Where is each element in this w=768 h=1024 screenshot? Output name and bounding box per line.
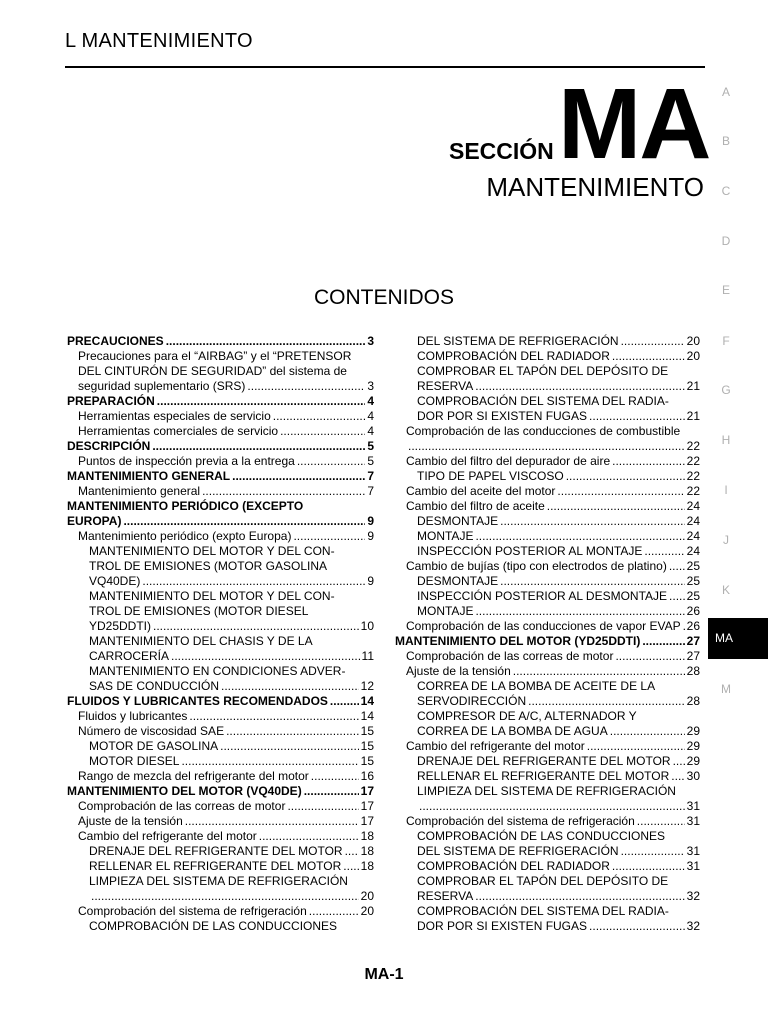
toc-entry-text: VQ40DE): [89, 574, 141, 588]
toc-leader-dots: [475, 604, 684, 619]
toc-leader-dots: [621, 844, 685, 859]
toc-page-number: 5: [367, 439, 374, 453]
toc-leader-dots: [157, 394, 366, 409]
toc-entry-text: PREPARACIÓN: [67, 394, 155, 408]
toc-leader-dots: [259, 829, 359, 844]
toc-leader-dots: [91, 889, 359, 904]
toc-leader-dots: [153, 619, 359, 634]
toc-entry-text: Mantenimiento periódico (expto Europa): [78, 529, 292, 543]
toc-left-column: [67, 334, 374, 934]
toc-entry-text: Herramientas comerciales de servicio: [78, 424, 279, 438]
page-number: MA-1: [364, 966, 404, 983]
toc-entry[interactable]: [395, 499, 700, 514]
toc-entry[interactable]: [395, 649, 700, 664]
toc-entry[interactable]: [67, 439, 374, 454]
toc-leader-dots: [566, 469, 685, 484]
toc-entry[interactable]: [67, 844, 374, 859]
toc-entry-text: MANTENIMIENTO DEL MOTOR Y DEL CON-: [89, 589, 335, 603]
toc-entry[interactable]: [67, 664, 374, 694]
toc-leader-dots: [669, 589, 685, 604]
toc-page-number: 32: [686, 919, 700, 933]
toc-entry-text: COMPROBAR EL TAPÓN DEL DEPÓSITO DE: [417, 874, 669, 888]
toc-leader-dots: [280, 424, 365, 439]
toc-entry[interactable]: [67, 634, 374, 664]
toc-page-number: 14: [360, 694, 374, 708]
side-index-tab[interactable]: M: [721, 682, 731, 696]
toc-page-number: 20: [686, 349, 700, 363]
toc-entry-text: COMPROBACIÓN DE LAS CONDUCCIONES: [89, 919, 338, 933]
toc-leader-dots: [408, 439, 685, 454]
toc-leader-dots: [587, 739, 685, 754]
toc-entry[interactable]: [67, 784, 374, 799]
toc-page-number: 22: [686, 454, 700, 468]
toc-leader-dots: [304, 784, 359, 799]
toc-leader-dots: [232, 469, 365, 484]
section-name: MANTENIMIENTO: [486, 172, 704, 202]
toc-entry-text: Comprobación de las conducciones de vapor EVAP: [406, 619, 681, 633]
toc-entry[interactable]: [395, 394, 700, 424]
toc-leader-dots: [226, 724, 359, 739]
toc-page-number: 20: [360, 889, 374, 903]
toc-entry-text: DESCRIPCIÓN: [67, 439, 151, 453]
toc-entry[interactable]: [67, 409, 374, 424]
toc-entry[interactable]: [395, 784, 700, 814]
toc-entry[interactable]: [395, 559, 700, 574]
toc-entry[interactable]: [395, 364, 700, 394]
toc-leader-dots: [330, 694, 359, 709]
toc-page-number: 17: [360, 814, 374, 828]
toc-entry[interactable]: [395, 664, 700, 679]
toc-entry[interactable]: [67, 589, 374, 634]
toc-leader-dots: [547, 499, 685, 514]
toc-leader-dots: [273, 409, 366, 424]
toc-leader-dots: [123, 514, 365, 529]
toc-page-number: 22: [686, 484, 700, 498]
toc-entry-text: TROL DE EMISIONES (MOTOR DIESEL: [89, 604, 309, 618]
toc-entry[interactable]: [395, 484, 700, 499]
toc-entry-text: DOR POR SI EXISTEN FUGAS: [417, 919, 588, 933]
toc-entry[interactable]: [395, 874, 700, 904]
toc-page-number: 31: [686, 844, 700, 858]
toc-entry-text: MOTOR DIESEL: [89, 754, 180, 768]
toc-entry[interactable]: [67, 499, 374, 529]
toc-page-number: 29: [686, 739, 700, 753]
toc-entry[interactable]: [395, 679, 700, 709]
toc-page-number: 17: [360, 799, 374, 813]
toc-entry[interactable]: [395, 634, 700, 649]
toc-entry-text: Puntos de inspección previa a la entrega: [78, 454, 295, 468]
toc-entry-text: COMPROBACIÓN DEL SISTEMA DEL RADIA-: [417, 394, 669, 408]
toc-leader-dots: [475, 379, 684, 394]
toc-leader-dots: [615, 649, 684, 664]
toc-page-number: 12: [360, 679, 374, 693]
toc-entry-text: DRENAJE DEL REFRIGERANTE DEL MOTOR: [89, 844, 343, 858]
toc-entry-text: COMPROBAR EL TAPÓN DEL DEPÓSITO DE: [417, 364, 669, 378]
toc-entry[interactable]: [395, 544, 700, 559]
header-title: L MANTENIMIENTO: [65, 30, 253, 52]
toc-entry-text: MANTENIMIENTO PERIÓDICO (EXCEPTO: [67, 499, 304, 513]
toc-entry-text: SERVODIRECCIÓN: [417, 694, 527, 708]
toc-entry[interactable]: [395, 904, 700, 934]
toc-entry-text: DOR POR SI EXISTEN FUGAS: [417, 409, 588, 423]
toc-entry[interactable]: [67, 724, 374, 739]
toc-leader-dots: [475, 529, 684, 544]
toc-page-number: 3: [367, 379, 374, 393]
toc-entry[interactable]: [395, 604, 700, 619]
toc-entry-text: Fluidos y lubricantes: [78, 709, 188, 723]
toc-page-number: 7: [367, 484, 374, 498]
toc-entry-text: MANTENIMIENTO DEL MOTOR Y DEL CON-: [89, 544, 335, 558]
toc-entry-text: Comprobación de las conducciones de combustible: [406, 424, 681, 438]
toc-entry-text: MANTENIMIENTO DEL CHASIS Y DE LA: [89, 634, 313, 648]
toc-page-number: 24: [686, 514, 700, 528]
toc-leader-dots: [673, 754, 685, 769]
toc-leader-dots: [589, 919, 685, 934]
toc-entry[interactable]: [395, 829, 700, 859]
toc-entry-text: COMPROBACIÓN DEL RADIADOR: [417, 859, 610, 873]
toc-leader-dots: [142, 574, 365, 589]
toc-entry[interactable]: [395, 754, 700, 769]
toc-leader-dots: [612, 454, 685, 469]
toc-page-number: 18: [360, 844, 374, 858]
toc-entry[interactable]: [67, 739, 374, 754]
side-index-tab[interactable]: I: [724, 483, 728, 497]
side-index-tab[interactable]: G: [721, 383, 731, 397]
toc-leader-dots: [475, 889, 684, 904]
toc-entry-text: MONTAJE: [417, 604, 474, 618]
toc-entry-text: DESMONTAJE: [417, 574, 499, 588]
toc-leader-dots: [557, 484, 684, 499]
toc-page-number: 18: [360, 859, 374, 873]
toc-leader-dots: [610, 724, 685, 739]
side-index-tab[interactable]: F: [722, 334, 730, 348]
toc-entry-text: DRENAJE DEL REFRIGERANTE DEL MOTOR: [417, 754, 671, 768]
side-index-tab[interactable]: C: [721, 184, 731, 198]
toc-page-number: 28: [686, 694, 700, 708]
toc-page-number: 29: [686, 724, 700, 738]
toc-page-number: 15: [360, 739, 374, 753]
toc-entry-text: COMPROBACIÓN DEL SISTEMA DEL RADIA-: [417, 904, 669, 918]
toc-entry-text: Comprobación del sistema de refrigeración: [78, 904, 307, 918]
toc-entry[interactable]: [67, 394, 374, 409]
section-label: SECCIÓN: [449, 138, 554, 164]
toc-leader-dots: [189, 709, 358, 724]
toc-page-number: 27: [686, 649, 700, 663]
side-index-tab[interactable]: E: [721, 283, 730, 297]
toc-entry[interactable]: [395, 514, 700, 529]
toc-page-number: 31: [686, 799, 700, 813]
toc-entry[interactable]: [395, 814, 700, 829]
toc-entry-text: MANTENIMIENTO EN CONDICIONES ADVER-: [89, 664, 346, 678]
side-index-label: MA: [715, 631, 733, 645]
toc-entry-text: YD25DDTI): [89, 619, 152, 633]
section-code: MA: [558, 68, 710, 180]
toc-page-number: 11: [361, 649, 374, 663]
toc-entry-text: INSPECCIÓN POSTERIOR AL MONTAJE: [417, 544, 643, 558]
toc-page-number: 14: [360, 709, 374, 723]
toc-entry[interactable]: [67, 529, 374, 544]
toc-entry-text: Herramientas especiales de servicio: [78, 409, 271, 423]
toc-entry[interactable]: [67, 754, 374, 769]
toc-entry[interactable]: [395, 454, 700, 469]
toc-page-number: 25: [686, 589, 700, 603]
toc-entry[interactable]: [395, 619, 700, 634]
toc-entry-text: LIMPIEZA DEL SISTEMA DE REFRIGERACIÓN: [89, 874, 348, 888]
toc-page-number: 25: [686, 559, 700, 573]
toc-page-number: 3: [367, 334, 374, 348]
toc-page-number: 17: [360, 784, 374, 798]
toc-entry-text: Comprobación del sistema de refrigeración: [406, 814, 635, 828]
toc-page-number: 9: [367, 574, 374, 588]
toc-entry[interactable]: [67, 349, 374, 394]
toc-entry[interactable]: [67, 859, 374, 874]
toc-page-number: 22: [686, 469, 700, 483]
toc-entry-text: MANTENIMIENTO DEL MOTOR (YD25DDTI): [395, 634, 641, 648]
toc-entry-text: RESERVA: [417, 379, 474, 393]
toc-leader-dots: [152, 439, 365, 454]
toc-page-number: 4: [367, 409, 374, 423]
toc-leader-dots: [287, 799, 358, 814]
toc-entry-text: Cambio del refrigerante del motor: [406, 739, 585, 753]
toc-entry-text: LIMPIEZA DEL SISTEMA DE REFRIGERACIÓN: [417, 784, 676, 798]
contents-title: CONTENIDOS: [313, 286, 454, 309]
toc-entry[interactable]: [395, 709, 700, 739]
toc-leader-dots: [309, 904, 359, 919]
side-index-tab[interactable]: D: [721, 234, 731, 248]
toc-page-number: 20: [360, 904, 374, 918]
toc-leader-dots: [671, 769, 684, 784]
toc-page-number: 21: [686, 409, 700, 423]
toc-entry[interactable]: [395, 769, 700, 784]
toc-entry[interactable]: [67, 769, 374, 784]
side-index-tab-active[interactable]: [708, 618, 768, 659]
toc-leader-dots: [528, 694, 685, 709]
toc-page-number: 26: [686, 619, 700, 633]
toc-leader-dots: [589, 409, 685, 424]
toc-entry-text: Cambio del filtro de aceite: [406, 499, 545, 513]
toc-entry[interactable]: [67, 814, 374, 829]
toc-entry-text: TIPO DE PAPEL VISCOSO: [417, 469, 564, 483]
toc-entry-text: PRECAUCIONES: [67, 334, 164, 348]
toc-entry-text: INSPECCIÓN POSTERIOR AL DESMONTAJE: [417, 589, 668, 603]
toc-entry[interactable]: [395, 349, 700, 364]
toc-entry[interactable]: [395, 469, 700, 484]
toc-entry-text: SAS DE CONDUCCIÓN: [89, 679, 220, 693]
toc-page-number: 5: [367, 454, 374, 468]
toc-entry-text: Ajuste de la tensión: [78, 814, 183, 828]
toc-page-number: 20: [686, 334, 700, 348]
toc-entry-text: Precauciones para el “AIRBAG” y el “PRETENSOR: [78, 349, 352, 363]
toc-entry[interactable]: [67, 904, 374, 919]
toc-leader-dots: [166, 334, 366, 349]
toc-entry[interactable]: [67, 334, 374, 349]
toc-entry[interactable]: [395, 739, 700, 754]
toc-page-number: 29: [686, 754, 700, 768]
toc-entry-text: Cambio del refrigerante del motor: [78, 829, 257, 843]
toc-leader-dots: [202, 484, 365, 499]
toc-page-number: 30: [686, 769, 700, 783]
toc-leader-dots: [311, 769, 359, 784]
toc-page-number: 4: [367, 424, 374, 438]
toc-entry-text: Comprobación de las correas de motor: [406, 649, 614, 663]
toc-entry[interactable]: [67, 694, 374, 709]
toc-page-number: 22: [686, 439, 700, 453]
toc-leader-dots: [612, 859, 685, 874]
toc-entry-text: DESMONTAJE: [417, 514, 499, 528]
toc-entry[interactable]: [395, 424, 700, 454]
toc-entry-text: COMPROBACIÓN DE LAS CONDUCCIONES: [417, 829, 666, 843]
toc-entry-text: DEL SISTEMA DE REFRIGERACIÓN: [417, 844, 619, 858]
toc-leader-dots: [345, 844, 359, 859]
toc-page-number: 28: [686, 664, 700, 678]
toc-entry-text: COMPROBACIÓN DEL RADIADOR: [417, 349, 610, 363]
toc-leader-dots: [612, 349, 685, 364]
toc-entry[interactable]: [395, 589, 700, 604]
side-index-tab[interactable]: A: [721, 85, 730, 99]
toc-page-number: 24: [686, 499, 700, 513]
toc-page-number: 18: [360, 829, 374, 843]
toc-leader-dots: [297, 454, 366, 469]
toc-entry-text: Cambio de bujías (tipo con electrodos de platino): [406, 559, 667, 573]
toc-page-number: 25: [686, 574, 700, 588]
toc-entry[interactable]: [67, 544, 374, 589]
toc-entry[interactable]: [395, 529, 700, 544]
toc-leader-dots: [669, 559, 685, 574]
toc-entry-text: CORREA DE LA BOMBA DE AGUA: [417, 724, 608, 738]
toc-leader-dots: [247, 379, 365, 394]
toc-entry-text: MANTENIMIENTO DEL MOTOR (VQ40DE): [67, 784, 302, 798]
toc-leader-dots: [500, 574, 685, 589]
toc-entry-text: MANTENIMIENTO GENERAL: [67, 469, 231, 483]
toc-page-number: 31: [686, 859, 700, 873]
toc-entry-text: Mantenimiento general: [78, 484, 201, 498]
toc-entry-text: CORREA DE LA BOMBA DE ACEITE DE LA: [417, 679, 656, 693]
toc-entry-text: RELLENAR EL REFRIGERANTE DEL MOTOR: [417, 769, 670, 783]
toc-entry-text: Comprobación de las correas de motor: [78, 799, 286, 813]
toc-leader-dots: [642, 634, 684, 649]
toc-page-number: 15: [360, 724, 374, 738]
toc-leader-dots: [621, 334, 685, 349]
toc-page-number: 7: [367, 469, 374, 483]
toc-entry[interactable]: [67, 484, 374, 499]
toc-entry[interactable]: [67, 454, 374, 469]
toc-entry[interactable]: [67, 709, 374, 724]
toc-page-number: 24: [686, 529, 700, 543]
toc-entry[interactable]: [67, 874, 374, 904]
toc-page-number: 4: [367, 394, 374, 408]
toc-leader-dots: [683, 619, 685, 634]
toc-leader-dots: [221, 679, 359, 694]
toc-leader-dots: [185, 814, 359, 829]
toc-entry[interactable]: [67, 469, 374, 484]
toc-entry[interactable]: [67, 919, 374, 934]
toc-leader-dots: [500, 514, 685, 529]
side-index-tab[interactable]: B: [721, 134, 730, 148]
toc-entry-text: MONTAJE: [417, 529, 474, 543]
toc-entry-text: Rango de mezcla del refrigerante del motor: [78, 769, 309, 783]
toc-page-number: 16: [360, 769, 374, 783]
toc-entry-text: Ajuste de la tensión: [406, 664, 511, 678]
toc-entry[interactable]: [395, 859, 700, 874]
toc-leader-dots: [419, 799, 685, 814]
toc-entry-text: FLUIDOS Y LUBRICANTES RECOMENDADOS: [67, 694, 328, 708]
toc-entry-text: RELLENAR EL REFRIGERANTE DEL MOTOR: [89, 859, 342, 873]
toc-entry-text: EUROPA): [67, 514, 122, 528]
toc-entry-text: Número de viscosidad SAE: [78, 724, 225, 738]
toc-page-number: 21: [686, 379, 700, 393]
toc-entry[interactable]: [67, 829, 374, 844]
toc-entry[interactable]: [395, 334, 700, 349]
side-index-tab[interactable]: K: [721, 583, 730, 597]
side-index-tab[interactable]: J: [723, 533, 729, 547]
toc-page-number: 10: [360, 619, 374, 633]
toc-page-number: 9: [367, 514, 374, 528]
toc-leader-dots: [343, 859, 358, 874]
toc-page-number: 32: [686, 889, 700, 903]
toc-entry[interactable]: [67, 424, 374, 439]
toc-entry-text: CARROCERÍA: [89, 649, 170, 663]
toc-leader-dots: [513, 664, 685, 679]
toc-entry[interactable]: [67, 799, 374, 814]
toc-entry-text: seguridad suplementario (SRS): [78, 379, 246, 393]
toc-entry-text: TROL DE EMISIONES (MOTOR GASOLINA: [89, 559, 328, 573]
toc-entry-text: MOTOR DE GASOLINA: [89, 739, 219, 753]
toc-leader-dots: [220, 739, 359, 754]
toc-page-number: 9: [367, 529, 374, 543]
toc-leader-dots: [637, 814, 685, 829]
toc-leader-dots: [181, 754, 358, 769]
toc-leader-dots: [293, 529, 365, 544]
toc-entry-text: Cambio del aceite del motor: [406, 484, 556, 498]
toc-page-number: 27: [686, 634, 700, 648]
toc-page-number: 31: [686, 814, 700, 828]
toc-entry-text: COMPRESOR DE A/C, ALTERNADOR Y: [417, 709, 637, 723]
toc-page-number: 26: [686, 604, 700, 618]
toc-entry-text: Cambio del filtro del depurador de aire: [406, 454, 611, 468]
toc-entry-text: DEL SISTEMA DE REFRIGERACIÓN: [417, 334, 619, 348]
toc-entry[interactable]: [395, 574, 700, 589]
toc-entry-text: RESERVA: [417, 889, 474, 903]
toc-page-number: 24: [686, 544, 700, 558]
toc-right-column: [395, 334, 700, 934]
toc-page-number: 15: [360, 754, 374, 768]
toc-leader-dots: [644, 544, 684, 559]
toc-leader-dots: [171, 649, 360, 664]
side-index-tab[interactable]: H: [721, 433, 731, 447]
toc-entry-text: DEL CINTURÓN DE SEGURIDAD” del sistema de: [78, 364, 347, 378]
